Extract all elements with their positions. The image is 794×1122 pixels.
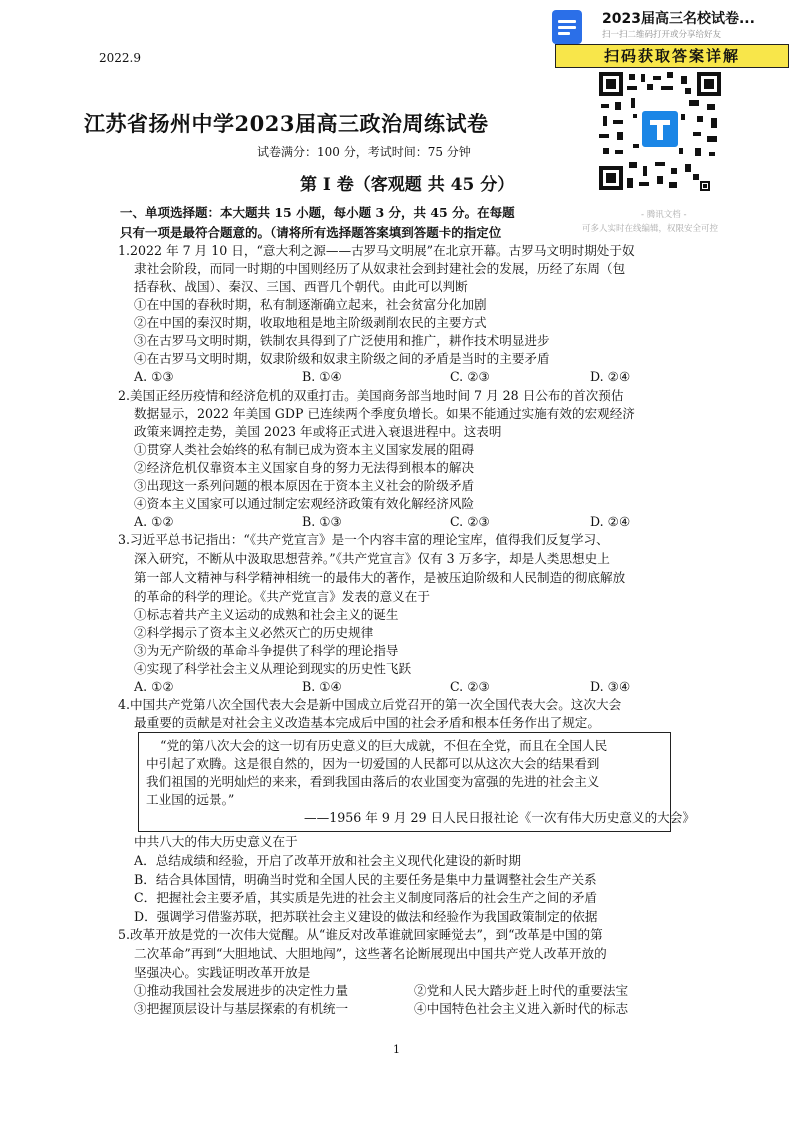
choice-statement: ②经济危机仅靠资本主义国家自身的努力无法得到根本的解决 xyxy=(134,460,475,475)
answer-option-a: A. ①③ xyxy=(134,369,174,384)
instructions-line-2: 只有一项是最符合题意的。（请将所有选择题答案填到答题卡的指定位 xyxy=(120,225,502,240)
exam-meta: 试卷满分：100 分，考试时间：75 分钟 xyxy=(257,145,471,159)
choice-statement: ①贯穿人类社会始终的私有制已成为资本主义国家发展的阻碍 xyxy=(134,442,475,457)
question-line: 第一部人文精神与科学精神相统一的最伟大的著作，是被压迫阶级和人民制造的彻底解放 xyxy=(134,570,626,585)
answer-option-c: C. ②③ xyxy=(450,514,490,529)
question-line: 3.习近平总书记指出：“《共产党宣言》是一个内容丰富的理论宝库，值得我们反复学习、 xyxy=(118,532,609,547)
answer-option-d: D．强调学习借鉴苏联，把苏联社会主义建设的做法和经验作为我国政策制定的依据 xyxy=(134,909,598,924)
answer-option-d: D. ②④ xyxy=(590,514,631,529)
choice-statement: ②党和人民大踏步赶上时代的重要法宝 xyxy=(414,983,629,998)
answer-option-a: A. ①② xyxy=(134,514,174,529)
choice-statement: ③把握顶层设计与基层探索的有机统一 xyxy=(134,1001,349,1016)
answer-option-b: B. ①④ xyxy=(302,369,342,384)
choice-statement: ④在古罗马文明时期，奴隶阶级和奴隶主阶级之间的矛盾是当时的主要矛盾 xyxy=(134,351,550,366)
question-line: 1.2022 年 7 月 10 日，“意大利之源——古罗马文明展”在北京开幕。古罗马文明时期处于奴 xyxy=(118,243,635,258)
quote-source: ——1956 年 9 月 29 日人民日报社论《一次有伟大历史意义的大会》 xyxy=(304,810,695,825)
question-line: 4.中国共产党第八次全国代表大会是新中国成立后党召开的第一次全国代表大会。这次大会 xyxy=(118,697,622,712)
question-line: 政策来调控走势，美国 2023 年或将正式进入衰退进程中。这表明 xyxy=(134,424,502,439)
ad-title[interactable]: 2023届高三名校试卷... xyxy=(602,11,755,27)
answer-option-b: B．结合具体国情，明确当时党和全国人民的主要任务是集中力量调整社会生产关系 xyxy=(134,872,597,887)
answer-option-c: C. ②③ xyxy=(450,679,490,694)
choice-statement: ④实现了科学社会主义从理论到现实的历史性飞跃 xyxy=(134,661,412,676)
section-heading: 第 Ⅰ 卷（客观题 共 45 分） xyxy=(300,175,515,195)
question-line: 的革命的科学的理论。《共产党宣言》发表的意义在于 xyxy=(134,589,430,604)
question-line: 坚强决心。实践证明改革开放是 xyxy=(134,965,311,980)
choice-statement: ②在中国的秦汉时期，收取地租是地主阶级剥削农民的主要方式 xyxy=(134,315,487,330)
qr-code-image[interactable] xyxy=(597,70,723,192)
question-line: 括春秋、战国）、秦汉、三国、西晋几个朝代。由此可以判断 xyxy=(134,279,468,294)
answer-option-b: B. ①③ xyxy=(302,514,342,529)
question-line: 最重要的贡献是对社会主义改造基本完成后中国的社会矛盾和根本任务作出了规定。 xyxy=(134,715,600,730)
question-line: 二次革命”再到“大胆地试、大胆地闯”，这些著名论断展现出中国共产党人改革开放的 xyxy=(134,946,607,961)
ad-subtitle: 扫一扫二维码打开或分享给好友 xyxy=(602,30,722,40)
answer-option-d: D. ③④ xyxy=(590,679,631,694)
exam-date: 2022.9 xyxy=(99,51,141,65)
quote-line: “党的第八次大会的这一切有历史意义的巨大成就，不但在全党，而且在全国人民 xyxy=(160,738,608,753)
exam-title: 江苏省扬州中学2023届高三政治周练试卷 xyxy=(84,111,489,136)
tencent-doc-caption: - 腾讯文档 - xyxy=(641,210,687,220)
choice-statement: ①推动我国社会发展进步的决定性力量 xyxy=(134,983,349,998)
question-line: 2.美国正经历疫情和经济危机的双重打击。美国商务部当地时间 7 月 28 日公布的首次预估 xyxy=(118,388,624,403)
choice-statement: ②科学揭示了资本主义必然灭亡的历史规律 xyxy=(134,625,374,640)
answer-banner[interactable]: 扫码获取答案详解 xyxy=(555,44,789,68)
tencent-doc-icon[interactable] xyxy=(552,10,582,44)
answer-option-a: A．总结成绩和经验，开启了改革开放和社会主义现代化建设的新时期 xyxy=(134,853,521,868)
answer-option-d: D. ②④ xyxy=(590,369,631,384)
question-line: 隶社会阶段，而同一时期的中国则经历了从奴隶社会到封建社会的发展，历经了东周（包 xyxy=(134,261,626,276)
instructions-line-1: 一、单项选择题：本大题共 15 小题，每小题 3 分，共 45 分。在每题 xyxy=(120,205,515,220)
question-line: 深入研究，不断从中汲取思想营养。”《共产党宣言》仅有 3 万多字，却是人类思想史上 xyxy=(134,551,610,566)
choice-statement: ④资本主义国家可以通过制定宏观经济政策有效化解经济风险 xyxy=(134,496,475,511)
answer-option-c: C. ②③ xyxy=(450,369,490,384)
choice-statement: ①在中国的春秋时期，私有制逐渐确立起来，社会贫富分化加剧 xyxy=(134,297,487,312)
question-line: 5.改革开放是党的一次伟大觉醒。从“谁反对改革谁就回家睡觉去”，到“改革是中国的第 xyxy=(118,927,603,942)
quote-line: 工业国的远景。” xyxy=(146,792,235,807)
choice-statement: ③在古罗马文明时期，铁制农具得到了广泛使用和推广，耕作技术明显进步 xyxy=(134,333,550,348)
choice-statement: ①标志着共产主义运动的成熟和社会主义的诞生 xyxy=(134,607,399,622)
choice-statement: ④中国特色社会主义进入新时代的标志 xyxy=(414,1001,629,1016)
question-stem: 中共八大的伟大历史意义在于 xyxy=(134,834,298,849)
question-line: 数据显示，2022 年美国 GDP 已连续两个季度负增长。如果不能通过实施有效的宏观经济 xyxy=(134,406,635,421)
tencent-doc-tagline: 可多人实时在线编辑，权限安全可控 xyxy=(582,224,719,234)
page-number: 1 xyxy=(393,1043,400,1056)
answer-option-a: A. ①② xyxy=(134,679,174,694)
choice-statement: ③为无产阶级的革命斗争提供了科学的理论指导 xyxy=(134,643,399,658)
answer-option-b: B. ①④ xyxy=(302,679,342,694)
quote-line: 我们祖国的光明灿烂的来来，看到我国由落后的农业国变为富强的先进的社会主义 xyxy=(146,774,600,789)
quote-line: 中引起了欢腾。这是很自然的，因为一切爱国的人民都可以从这次大会的结果看到 xyxy=(146,756,600,771)
answer-option-c: C．把握社会主要矛盾，其实质是先进的社会主义制度同落后的社会生产之间的矛盾 xyxy=(134,890,598,905)
choice-statement: ③出现这一系列问题的根本原因在于资本主义社会的阶级矛盾 xyxy=(134,478,475,493)
